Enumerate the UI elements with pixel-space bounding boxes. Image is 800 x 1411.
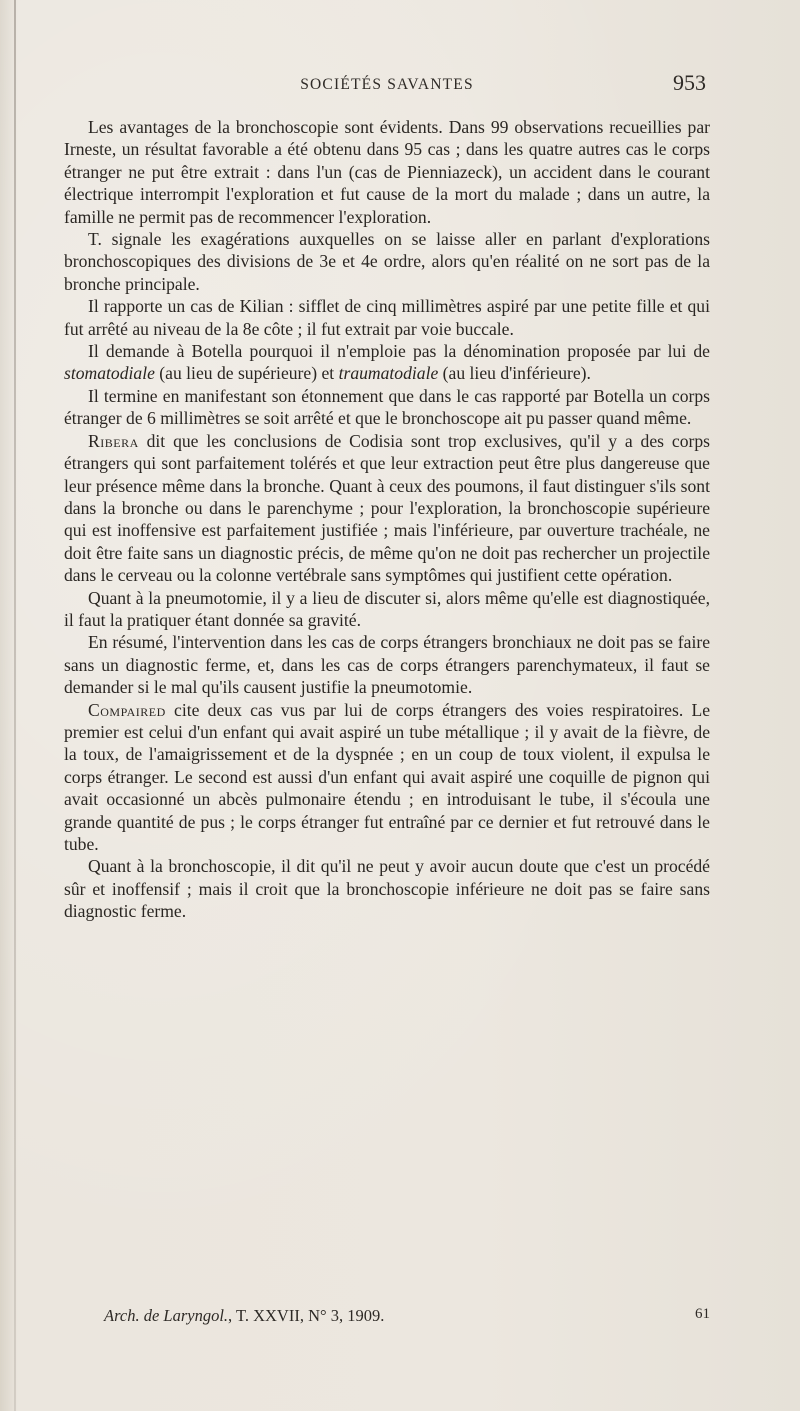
paragraph-1: Les avantages de la bronchoscopie sont évidents. Dans 99 observations recueillies par Irneste, un résultat favorable a été obtenu dans 95 cas ; dans les quatre autres cas le corps étranger ne put être extrait : dans l'un (cas de Pienniazeck), un accident dans le courant électrique interrompit l'exploration et fut cause de la mort du malade ; dans un autre, la famille ne permit pas de recommencer l'exploration.	[64, 117, 710, 227]
paragraph-9	[64, 699, 710, 856]
journal-volume: , T. XXVII, N° 3, 1909.	[228, 1306, 385, 1325]
journal-title: Arch. de Laryngol.	[104, 1306, 229, 1325]
paragraph-4-text-c: (au lieu d'inférieure).	[438, 363, 591, 384]
paragraph-4-text-b: (au lieu de supérieure) et	[154, 363, 339, 384]
speaker-name-ribera: Ribera	[88, 430, 139, 451]
paragraph-4-text-a: Il demande à Botella pourquoi il n'emploie pas la dénomination proposée par lui de	[88, 341, 710, 362]
paragraph-6	[64, 430, 710, 587]
page-footer	[64, 1306, 710, 1332]
sheet-number: 61	[695, 1306, 710, 1322]
paragraph-2: T. signale les exagérations auxquelles on se laisse aller en parlant d'explorations bronchoscopiques des divisions de 3e et 4e ordre, alors qu'en réalité on ne sort pas de la bronche principale.	[64, 229, 710, 294]
paragraph-7: Quant à la pneumotomie, il y a lieu de discuter si, alors même qu'elle est diagnostiquée, il faut la pratiquer étant donnée sa gravité.	[64, 587, 710, 630]
paragraph-3: Il rapporte un cas de Kilian : sifflet de cinq millimètres aspiré par une petite fille et qui fut arrêté au niveau de la 8e côte ; il fut extrait par voie buccale.	[64, 296, 710, 339]
paragraph-9-text: cite deux cas vus par lui de corps étrangers des voies respiratoires. Le premier est celui d'un enfant qui avait aspiré un tube métallique ; il y avait de la fièvre, de la toux, de l'amaigrissement et de la dyspnée ; en un coup de toux violent, il expulsa le corps étranger. Le second est aussi d'un enfant qui avait aspiré une coquille de pignon qui avait occasionné un abcès pulmonaire étendu ; en introduisant le tube, il s'écoula une grande quantité de pus ; le corps étranger fut entraîné par ce dernier et fut retrouvé dans le tube.	[64, 699, 710, 854]
speaker-name-compaired: Compaired	[88, 699, 166, 720]
paragraph-4	[64, 340, 710, 385]
binding-edge	[14, 0, 16, 1411]
page-number: 953	[673, 70, 706, 95]
page-header	[64, 70, 710, 100]
journal-citation	[104, 1306, 384, 1326]
term-traumatodiale: traumatodiale	[338, 363, 439, 384]
running-title: SOCIÉTÉS SAVANTES	[300, 76, 474, 93]
paragraph-6-text: dit que les conclusions de Codisia sont trop exclusives, qu'il y a des corps étrangers qui sont parfaitement tolérés et que leur extraction peut être plus dangereuse que leur présence même dans la bronche. Quant à ceux des poumons, il faut distinguer s'ils sont dans la bronche ou dans le parenchyme ; pour l'exploration, la bronchoscopie supérieure qui est inoffensive est parfaitement justifiée ; mais l'inférieure, par ouverture trachéale, ne doit être faite sans un diagnostic précis, de même qu'on ne doit pas rechercher un projectile dans le cerveau ou la colonne vertébrale sans symptômes qui justifient cette opération.	[64, 430, 710, 586]
term-stomatodiale: stomatodiale	[64, 363, 155, 384]
paragraph-8: En résumé, l'intervention dans les cas de corps étrangers bronchiaux ne doit pas se faire sans un diagnostic ferme, et, dans les cas de corps étrangers parenchymateux, il faut se demander si le mal qu'ils causent justifie la pneumotomie.	[64, 632, 710, 698]
body-text	[64, 116, 710, 923]
paragraph-5: Il termine en manifestant son étonnement que dans le cas rapporté par Botella un corps étranger de 6 millimètres se soit arrêté et que le bronchoscope ait pu passer quand même.	[64, 385, 710, 429]
paragraph-10: Quant à la bronchoscopie, il dit qu'il ne peut y avoir aucun doute que c'est un procédé sûr et inoffensif ; mais il croit que la bronchoscopie inférieure ne doit pas se faire sans diagnostic ferme.	[64, 856, 710, 922]
